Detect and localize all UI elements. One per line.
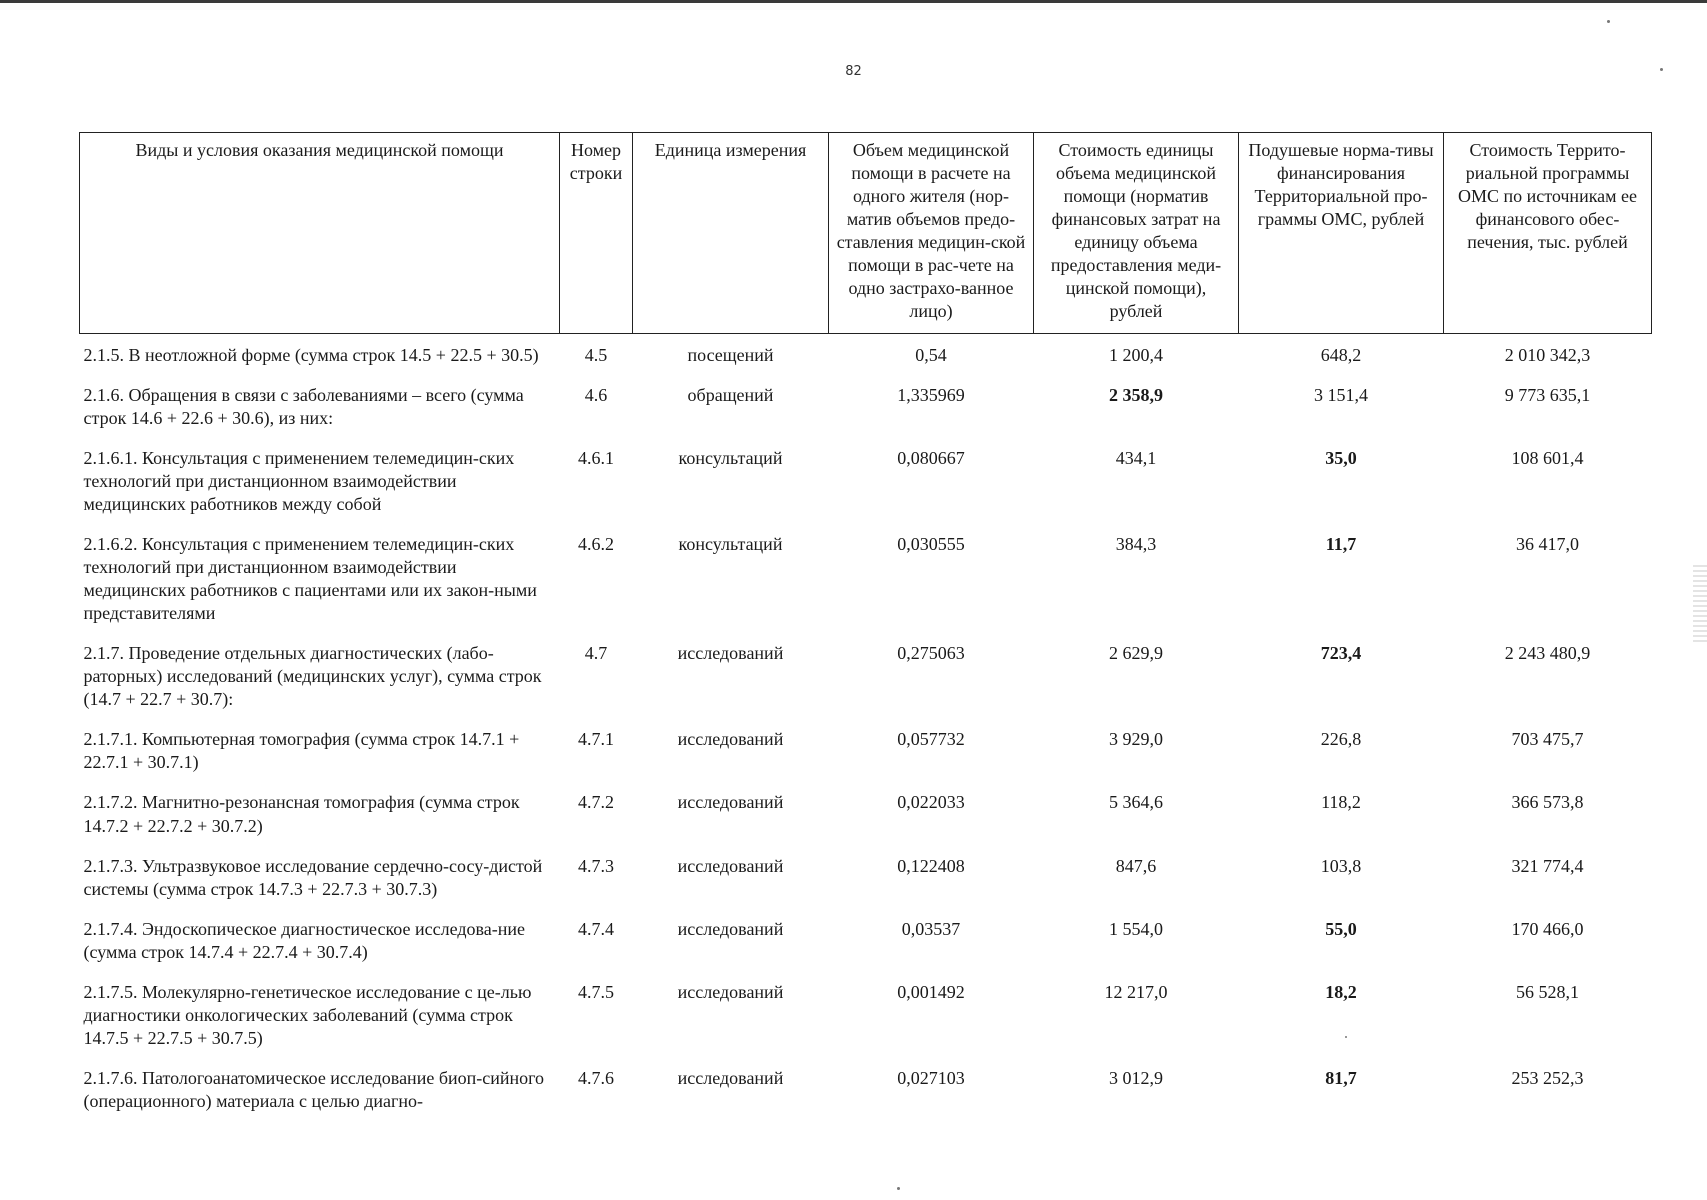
cell-per-capita: 11,7 (1325, 534, 1357, 555)
table-row (80, 1067, 1652, 1130)
cell-per-capita: 35,0 (1325, 448, 1357, 469)
header-unit-cost: Стоимость единицы объема медицинской помощи (норматив финансовых затрат на единицу объема предоставления меди-цинской помощи), рублей (1034, 133, 1239, 334)
cell-unit-cost: 1 200,4 (1109, 345, 1163, 365)
cell-care-type: 2.1.7. Проведение отдельных диагностических (лабо-раторных) исследований (медицинских услуг), сумма строк (14.7 + 22.7 + 30.7): (83, 643, 542, 710)
cell-care-type: 2.1.7.4. Эндоскопическое диагностическое исследова-ние (сумма строк 14.7.4 + 22.7.4 + 30.7.4) (83, 918, 525, 962)
cell-volume-norm: 0,027103 (897, 1067, 965, 1088)
header-unit: Единица измерения (633, 133, 829, 334)
header-row (80, 133, 1652, 334)
scan-artifact (1693, 565, 1707, 645)
cell-per-capita: 118,2 (1321, 792, 1361, 813)
cell-unit-cost: 847,6 (1115, 855, 1157, 876)
cell-program-cost: 108 601,4 (1511, 448, 1584, 469)
cell-line-number: 4.5 (584, 345, 608, 365)
cell-program-cost: 321 774,4 (1511, 855, 1584, 876)
table-row (80, 855, 1652, 918)
cell-care-type: 2.1.6.2. Консультация с применением телемедицин-ских технологий при дистанционном взаимодействии медицинских работников с пациентами или их закон-ными представителями (83, 534, 537, 624)
cell-program-cost: 253 252,3 (1511, 1067, 1584, 1088)
cell-unit-cost: 5 364,6 (1109, 792, 1163, 813)
cell-unit: консультаций (678, 448, 783, 469)
cell-program-cost: 366 573,8 (1511, 792, 1584, 813)
table-body (80, 334, 1652, 1130)
header-per-capita: Подушевые норма-тивы финансирования Территориальной про-граммы ОМС, рублей (1239, 133, 1444, 334)
cell-line-number: 4.7.3 (578, 855, 614, 876)
header-care-type: Виды и условия оказания медицинской помощи (80, 133, 560, 334)
page-number: 82 (845, 64, 862, 79)
cell-care-type: 2.1.5. В неотложной форме (сумма строк 14.5 + 22.5 + 30.5) (83, 345, 539, 365)
table-header (80, 133, 1652, 334)
cell-unit-cost: 3 012,9 (1109, 1067, 1163, 1088)
scan-speck (897, 1187, 900, 1190)
cell-volume-norm: 1,335969 (897, 385, 965, 406)
cell-program-cost: 2 010 342,3 (1504, 345, 1591, 365)
header-volume-norm: Объем медицинской помощи в расчете на одного жителя (нор-матив объемов предо-ставления медицин-ской помощи в рас-чете на одно застрахо-ванное лицо) (829, 133, 1034, 334)
cell-line-number: 4.7.6 (578, 1067, 614, 1088)
cell-unit-cost: 12 217,0 (1104, 981, 1168, 1002)
cell-unit: исследований (677, 792, 784, 813)
cell-volume-norm: 0,080667 (897, 448, 965, 469)
cell-volume-norm: 0,022033 (897, 792, 965, 813)
cell-volume-norm: 0,03537 (901, 918, 961, 939)
cell-care-type: 2.1.7.3. Ультразвуковое исследование сердечно-сосу-дистой системы (сумма строк 14.7.3 + 22.7.3 + 30.7.3) (83, 855, 543, 899)
cell-unit: обращений (687, 385, 774, 406)
cell-care-type: 2.1.7.2. Магнитно-резонансная томография (сумма строк 14.7.2 + 22.7.2 + 30.7.2) (83, 792, 520, 836)
cell-line-number: 4.7.4 (578, 918, 614, 939)
cell-care-type: 2.1.7.5. Молекулярно-генетическое исследование с це-лью диагностики онкологических заболеваний (сумма строк 14.7.5 + 22.7.5 + 30.7.5) (83, 981, 532, 1048)
cell-volume-norm: 0,001492 (897, 981, 965, 1002)
cell-unit: исследований (677, 855, 784, 876)
table-row (80, 918, 1652, 981)
cell-per-capita: 81,7 (1325, 1067, 1357, 1088)
cell-unit: исследований (677, 981, 784, 1002)
cell-unit: исследований (677, 643, 784, 664)
cell-unit: исследований (677, 918, 784, 939)
table-row (80, 642, 1652, 728)
cell-unit: исследований (677, 1067, 784, 1088)
cell-program-cost: 56 528,1 (1516, 981, 1579, 1002)
table-row (80, 791, 1652, 854)
cell-line-number: 4.7.5 (578, 981, 614, 1002)
cell-program-cost: 170 466,0 (1511, 918, 1584, 939)
cell-volume-norm: 0,54 (915, 345, 947, 365)
cell-per-capita: 18,2 (1325, 981, 1357, 1002)
cell-volume-norm: 0,030555 (897, 534, 965, 555)
cell-care-type: 2.1.6. Обращения в связи с заболеваниями – всего (сумма строк 14.6 + 22.6 + 30.6), из них: (83, 385, 524, 429)
scan-speck (1660, 68, 1663, 71)
cell-per-capita: 103,8 (1320, 855, 1362, 876)
cell-unit-cost: 384,3 (1115, 534, 1157, 555)
cell-volume-norm: 0,122408 (897, 855, 965, 876)
cell-care-type: 2.1.7.6. Патологоанатомическое исследование биоп-сийного (операционного) материала с целью диагно- (83, 1067, 545, 1111)
cell-unit: посещений (687, 345, 774, 365)
scan-speck (1345, 1036, 1347, 1038)
cell-unit-cost: 1 554,0 (1109, 918, 1163, 939)
table-row (80, 447, 1652, 533)
cell-unit-cost: 434,1 (1115, 448, 1157, 469)
cell-program-cost: 2 243 480,9 (1504, 643, 1591, 664)
cell-unit-cost: 2 629,9 (1109, 643, 1163, 664)
cell-program-cost: 703 475,7 (1511, 729, 1584, 750)
cell-per-capita: 55,0 (1325, 918, 1357, 939)
scan-speck (1607, 20, 1610, 23)
header-program-cost: Стоимость Террито-риальной программы ОМС по источникам ее финансового обес-печения, тыс. рублей (1444, 133, 1652, 334)
cell-line-number: 4.7 (584, 643, 608, 664)
cell-volume-norm: 0,275063 (897, 643, 965, 664)
table-row (80, 384, 1652, 447)
cell-unit: исследований (677, 729, 784, 750)
cell-program-cost: 9 773 635,1 (1504, 385, 1591, 406)
cell-per-capita: 3 151,4 (1314, 385, 1368, 406)
table-row (80, 533, 1652, 642)
cell-volume-norm: 0,057732 (897, 729, 965, 750)
scan-top-edge (0, 0, 1707, 3)
cell-unit: консультаций (678, 534, 783, 555)
cell-care-type: 2.1.6.1. Консультация с применением телемедицин-ских технологий при дистанционном взаимодействии медицинских работников между собой (83, 448, 515, 515)
cell-line-number: 4.6.1 (578, 448, 614, 469)
cell-unit-cost: 3 929,0 (1109, 729, 1163, 750)
cell-per-capita: 723,4 (1320, 643, 1362, 664)
cell-line-number: 4.6 (584, 385, 608, 406)
table-row (80, 728, 1652, 791)
cell-per-capita: 226,8 (1320, 729, 1362, 750)
cell-line-number: 4.6.2 (578, 534, 614, 555)
table-row (80, 334, 1652, 385)
header-line-number: Номер строки (560, 133, 633, 334)
cell-care-type: 2.1.7.1. Компьютерная томография (сумма строк 14.7.1 + 22.7.1 + 30.7.1) (83, 729, 520, 773)
table-row (80, 981, 1652, 1067)
cell-line-number: 4.7.1 (578, 729, 614, 750)
cell-unit-cost: 2 358,9 (1109, 385, 1163, 406)
cell-line-number: 4.7.2 (578, 792, 614, 813)
financing-table (79, 132, 1652, 1130)
cell-program-cost: 36 417,0 (1516, 534, 1579, 555)
cell-per-capita: 648,2 (1320, 345, 1362, 365)
